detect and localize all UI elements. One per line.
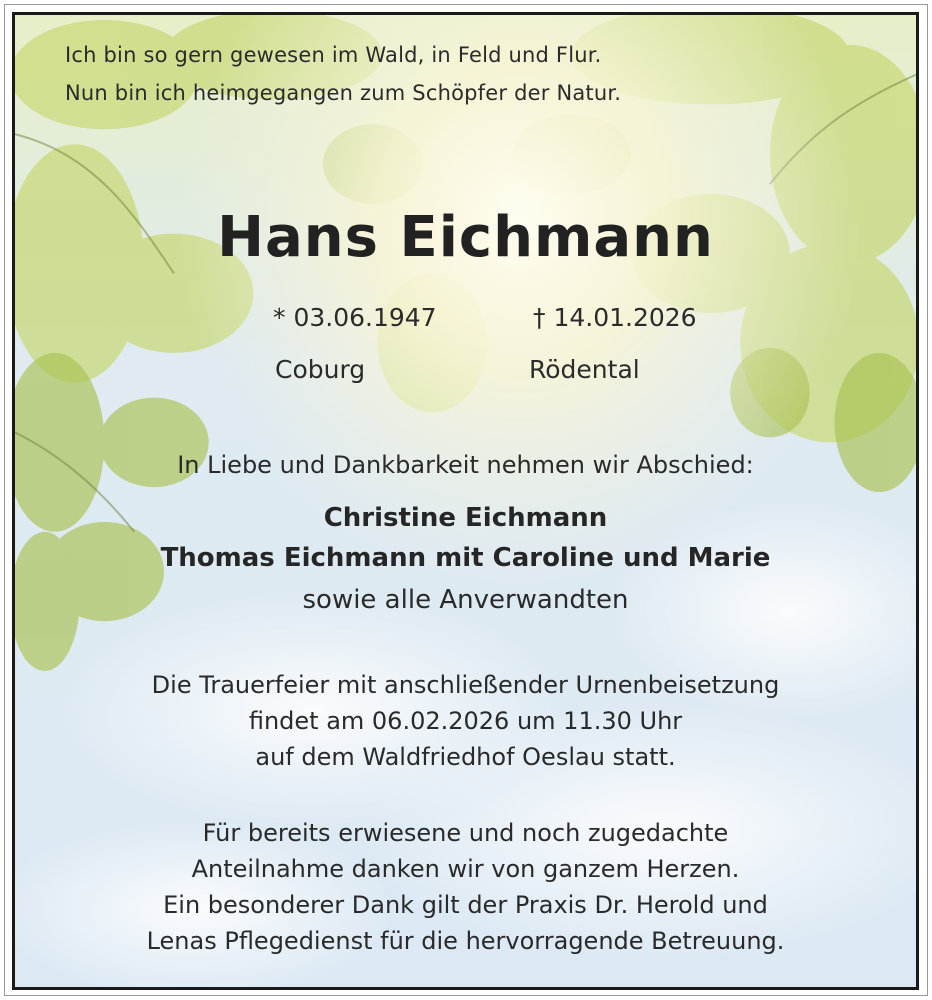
ceremony-line-3: auf dem Waldfriedhof Oeslau statt. — [255, 743, 676, 771]
thanks-line-2: Anteilnahme danken wir von ganzem Herzen. — [191, 855, 740, 883]
birth-date: * 03.06.1947 — [273, 303, 437, 332]
thanks-line-3: Ein besonderer Dank gilt der Praxis Dr. Herold und — [163, 891, 768, 919]
farewell-intro: In Liebe und Dankbarkeit nehmen wir Abschied: — [177, 451, 754, 479]
birth-place: Coburg — [275, 355, 366, 384]
poem-line-1: Ich bin so gern gewesen im Wald, in Feld und Flur. — [65, 43, 602, 67]
family-member-1: Christine Eichmann — [323, 503, 608, 533]
notice-frame — [12, 12, 919, 990]
thanks-line-1: Für bereits erwiesene und noch zugedachte — [202, 819, 729, 847]
family-member-2: Thomas Eichmann mit Caroline und Marie — [160, 543, 771, 573]
poem-line-2: Nun bin ich heimgegangen zum Schöpfer der Natur. — [65, 81, 622, 105]
death-place: Rödental — [529, 355, 640, 384]
thanks-line-4: Lenas Pflegedienst für die hervorragende Betreuung. — [146, 927, 785, 955]
ceremony-line-1: Die Trauerfeier mit anschließender Urnenbeisetzung — [151, 671, 780, 699]
relatives-line: sowie alle Anverwandten — [302, 585, 629, 615]
deceased-name: Hans Eichmann — [217, 205, 714, 270]
death-date: † 14.01.2026 — [533, 303, 697, 332]
ceremony-line-2: findet am 06.02.2026 um 11.30 Uhr — [248, 707, 683, 735]
